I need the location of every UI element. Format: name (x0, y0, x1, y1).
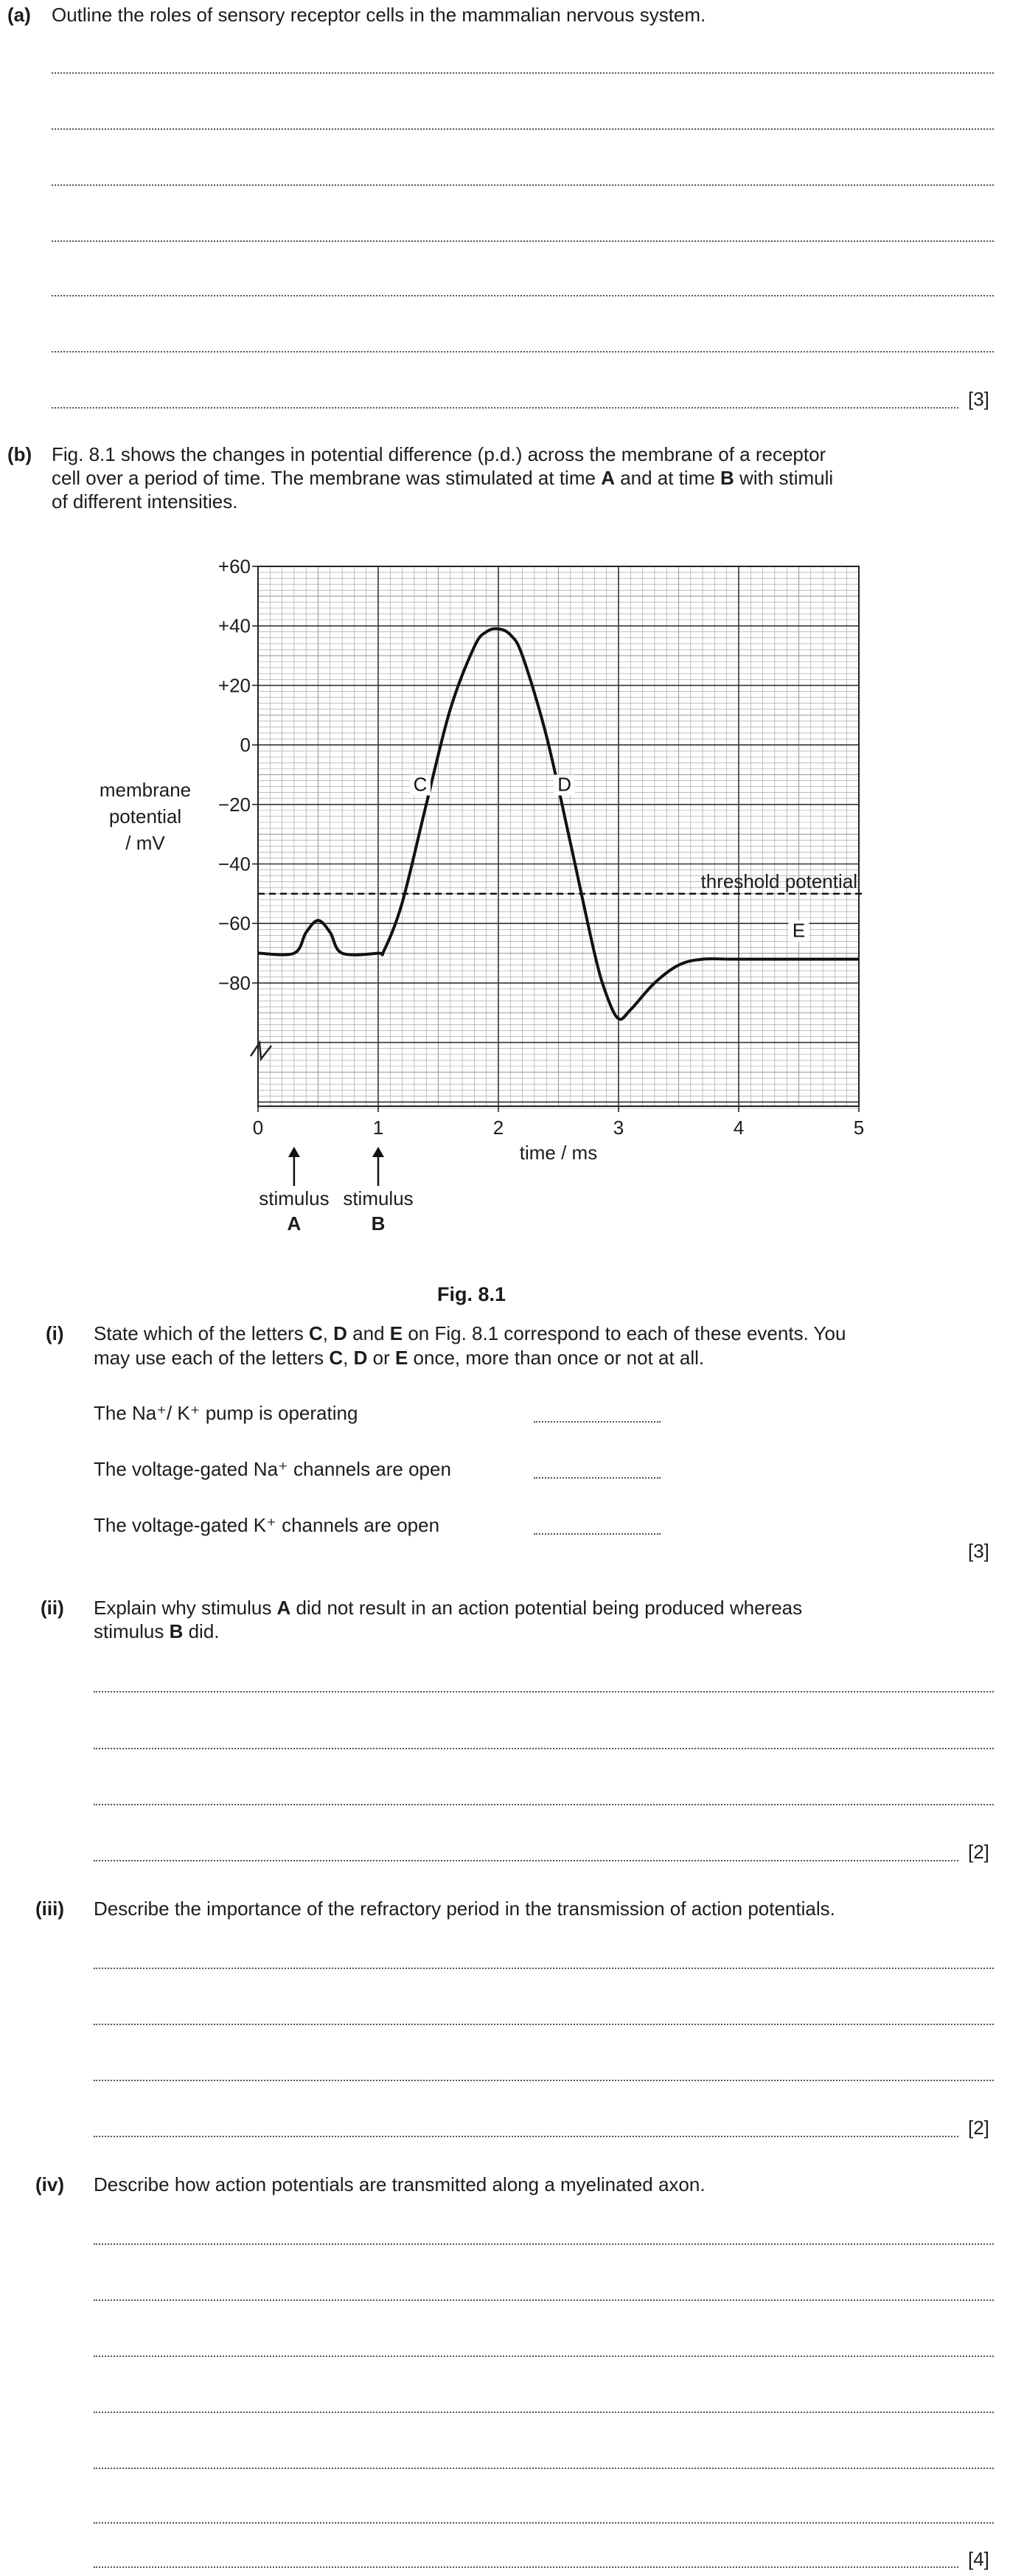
annotation-label-c: C (413, 773, 428, 796)
annotation-label-d: D (557, 773, 572, 796)
x-tick-label: 1 (372, 1117, 384, 1139)
marks-ii: [2] (968, 1841, 989, 1863)
answer-line[interactable] (52, 240, 994, 242)
up-arrow-icon (372, 1147, 384, 1157)
x-tick-label: 2 (492, 1117, 504, 1139)
x-tick-label: 5 (853, 1117, 865, 1139)
stimulus-letter-a: A (287, 1212, 302, 1235)
y-tick-label: +40 (217, 614, 251, 637)
answer-line[interactable] (94, 2468, 994, 2469)
stimulus-label: stimulus (343, 1187, 414, 1209)
stimulus-label: stimulus (259, 1187, 330, 1209)
grid-minor (258, 566, 859, 1108)
axis-break-icon (251, 1043, 271, 1059)
answer-line[interactable] (94, 2243, 994, 2245)
answer-line[interactable] (94, 1804, 994, 1805)
y-tick-label: +60 (217, 555, 251, 577)
y-tick-label: −40 (217, 853, 251, 875)
part-i-question-line2: may use each of the letters C, D or E once, more than once or not at all. (94, 1347, 705, 1369)
part-a-label: (a) (7, 4, 31, 26)
y-axis-label-line: potential (108, 805, 182, 827)
answer-blank-pump[interactable] (534, 1421, 661, 1423)
marks-a: [3] (968, 388, 989, 410)
y-tick-label: 0 (240, 734, 251, 757)
y-axis-label-line: / mV (125, 832, 165, 854)
threshold-label: threshold potential (700, 869, 857, 892)
part-ii-question-line1: Explain why stimulus A did not result in an action potential being produced whereas (94, 1597, 803, 1619)
answer-line[interactable] (94, 2024, 994, 2025)
y-axis-label-line: membrane (99, 779, 192, 801)
part-b-label: (b) (7, 443, 32, 465)
answer-line[interactable] (52, 128, 994, 130)
answer-line[interactable] (52, 72, 994, 74)
part-b-intro-line1: Fig. 8.1 shows the changes in potential difference (p.d.) across the membrane of a receptor (52, 443, 826, 465)
answer-line[interactable] (94, 2522, 994, 2524)
answer-blank-k[interactable] (534, 1533, 661, 1535)
x-tick-label: 3 (613, 1117, 624, 1139)
part-iii-question: Describe the importance of the refractory period in the transmission of action potentials. (94, 1898, 835, 1920)
part-i-question-line1: State which of the letters C, D and E on Fig. 8.1 correspond to each of these events. You (94, 1322, 846, 1344)
stimulus-arrows (259, 1147, 413, 1235)
event-k-channels: The voltage-gated K⁺ channels are open (94, 1514, 440, 1536)
answer-line[interactable] (94, 2566, 958, 2568)
x-axis-label: time / ms (519, 1142, 598, 1164)
x-tick-label: 0 (252, 1117, 264, 1139)
answer-line[interactable] (52, 407, 958, 409)
part-ii-question-line2: stimulus B did. (94, 1620, 220, 1642)
answer-line[interactable] (94, 2136, 958, 2137)
x-tick-label: 4 (733, 1117, 745, 1139)
marks-iii: [2] (968, 2117, 989, 2139)
answer-line[interactable] (94, 1691, 994, 1693)
answer-line[interactable] (94, 1968, 994, 1969)
part-iii-label: (iii) (35, 1898, 64, 1920)
figure-caption: Fig. 8.1 (437, 1283, 506, 1305)
marks-iv: [4] (968, 2548, 989, 2570)
event-na-channels: The voltage-gated Na⁺ channels are open (94, 1458, 451, 1480)
up-arrow-icon (288, 1147, 300, 1157)
answer-line[interactable] (94, 1748, 994, 1749)
part-ii-label: (ii) (41, 1597, 64, 1619)
answer-line[interactable] (94, 2080, 994, 2081)
y-tick-label: −80 (217, 971, 251, 994)
answer-blank-na[interactable] (534, 1477, 661, 1479)
stimulus-letter-b: B (371, 1212, 386, 1235)
y-tick-label: −60 (217, 912, 251, 935)
event-pump: The Na⁺/ K⁺ pump is operating (94, 1402, 358, 1424)
answer-line[interactable] (52, 295, 994, 296)
part-iv-question: Describe how action potentials are transmitted along a myelinated axon. (94, 2173, 706, 2195)
part-iv-label: (iv) (35, 2173, 64, 2195)
answer-line[interactable] (94, 1860, 958, 1861)
answer-line[interactable] (52, 184, 994, 186)
answer-line[interactable] (52, 351, 994, 353)
answer-line[interactable] (94, 2355, 994, 2357)
part-i-label: (i) (46, 1322, 64, 1344)
part-a-question: Outline the roles of sensory receptor cells in the mammalian nervous system. (52, 4, 706, 26)
part-b-intro-line3: of different intensities. (52, 490, 238, 513)
answer-line[interactable] (94, 2412, 994, 2413)
marks-i: [3] (968, 1540, 989, 1562)
membrane-potential-chart (0, 546, 1010, 1283)
annotation-label-e: E (792, 919, 806, 942)
answer-line[interactable] (94, 2299, 994, 2301)
y-tick-label: −20 (217, 793, 251, 816)
axes (251, 566, 859, 1106)
part-b-intro-line2: cell over a period of time. The membrane was stimulated at time A and at time B with stimuli (52, 467, 834, 489)
tick-labels (218, 555, 864, 1139)
y-tick-label: +20 (217, 674, 251, 697)
